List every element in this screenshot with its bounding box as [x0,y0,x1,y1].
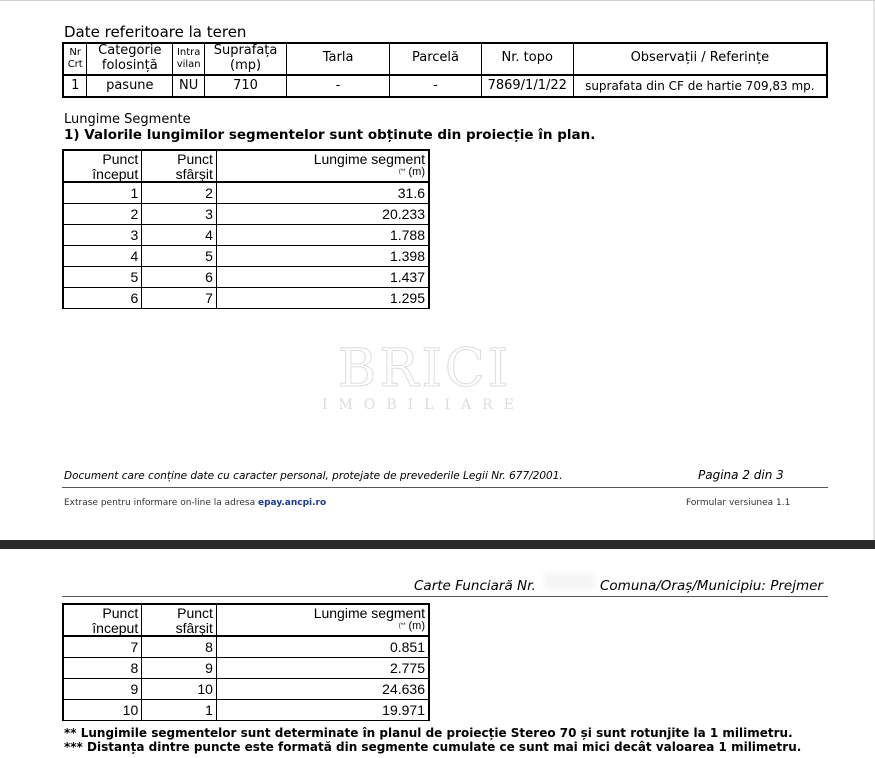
cell-nr: 1 [63,75,87,97]
segment-row [63,182,429,203]
segment-header-row [63,604,429,636]
lungime-segmente-note: 1) Valorile lungimilor segmentelor sunt obținute din proiecție în plan. [64,127,596,143]
cell-lungime: 1.398 [216,245,429,266]
cell-lungime: 20.233 [216,203,429,224]
cell-punct-sfarsit: 1 [142,699,217,720]
location-label: Comuna/Oraș/Municipiu: Prejmer [600,578,823,594]
teren-header-row [63,43,827,75]
footer-page-number: Pagina 2 din 3 [698,468,784,482]
epay-link[interactable]: epay.ancpi.ro [257,498,327,508]
lungime-segmente-title: Lungime Segmente [64,112,191,127]
cell-punct-inceput: 4 [63,245,142,266]
segment-table-2-body [63,636,429,720]
cell-punct-inceput: 9 [63,678,142,699]
cell-punct-sfarsit: 3 [142,203,217,224]
carte-funciara-label: Carte Funciară Nr. [414,578,536,594]
segment-row [63,224,429,245]
header-intravilan: Intra vilan [173,43,205,75]
cell-lungime: 1.788 [216,224,429,245]
header-lungime-segment: Lungime segment (** (m) [216,150,429,182]
cell-lungime: 2.775 [216,657,429,678]
cell-lungime: 31.6 [216,182,429,203]
footer-epay-text: Extrase pentru informare on-line la adresa [64,498,256,508]
header-lungime-segment: Lungime segment (** (m) [216,604,429,636]
segment-row [63,636,429,657]
header-tarla: Tarla [286,43,389,75]
carte-funciara-number-redacted [544,573,594,589]
segment-table-1 [62,149,430,309]
teren-table [62,42,828,98]
cell-suprafata: 710 [205,75,287,97]
cell-punct-inceput: 6 [63,287,142,308]
segment-row [63,287,429,308]
cell-lungime: 19.971 [216,699,429,720]
section-title-teren: Date referitoare la teren [64,23,247,41]
cell-punct-sfarsit: 2 [142,182,217,203]
cell-punct-inceput: 1 [63,182,142,203]
header-punct-inceput: Punct început [63,150,142,182]
cell-lungime: 0.851 [216,636,429,657]
cell-punct-sfarsit: 6 [142,266,217,287]
footer-form-version: Formular versiunea 1.1 [686,498,791,508]
header-suprafata: Suprafața (mp) [205,43,287,75]
segment-row [63,245,429,266]
header-nr-topo: Nr. topo [481,43,573,75]
cell-punct-sfarsit: 10 [142,678,217,699]
header-punct-sfarsit: Punct sfârșit [142,604,217,636]
cell-punct-inceput: 10 [63,699,142,720]
header-punct-inceput: Punct început [63,604,142,636]
cell-punct-sfarsit: 9 [142,657,217,678]
header-categorie: Categorie folosință [87,43,173,75]
cell-punct-inceput: 8 [63,657,142,678]
footnote-distanta: *** Distanța dintre puncte este formată din segmente cumulate ce sunt mai mici decât valoarea 1 milimetru. [64,740,802,754]
header-divider [62,596,828,597]
watermark-logo-text: BRICI [338,339,512,399]
segment-row [63,266,429,287]
header-nr-crt: Nr Crt [63,43,87,75]
segment-row [63,203,429,224]
cell-parcela: - [390,75,482,97]
footer-epay-info [64,498,326,508]
header-observatii: Observații / Referințe [573,43,827,75]
document-page-3 [0,549,875,758]
header-punct-sfarsit: Punct sfârșit [142,150,217,182]
segment-row [63,678,429,699]
cell-nr-topo: 7869/1/1/22 [481,75,573,97]
teren-row [63,75,827,97]
segment-table-1-body [63,182,429,308]
cell-lungime: 1.295 [216,287,429,308]
segment-table-2 [62,603,430,721]
cell-punct-inceput: 7 [63,636,142,657]
cell-punct-sfarsit: 5 [142,245,217,266]
cell-tarla: - [286,75,389,97]
cell-punct-inceput: 2 [63,203,142,224]
page-separator [0,540,875,549]
cell-punct-inceput: 3 [63,224,142,245]
footnote-lungimi: ** Lungimile segmentelor sunt determinate în planul de proiecție Stereo 70 și sunt rotunjite la 1 milimetru. [64,726,793,740]
cell-punct-sfarsit: 7 [142,287,217,308]
footer-divider [62,487,828,488]
segment-row [63,657,429,678]
cell-punct-sfarsit: 4 [142,224,217,245]
segment-row [63,699,429,720]
cell-lungime: 24.636 [216,678,429,699]
watermark-logo-subtext: IMOBILIARE [322,397,525,413]
cell-intravilan: NU [173,75,205,97]
cell-lungime: 1.437 [216,266,429,287]
cell-punct-sfarsit: 8 [142,636,217,657]
cell-observatii: suprafata din CF de hartie 709,83 mp. [573,75,827,97]
cell-punct-inceput: 5 [63,266,142,287]
segment-header-row [63,150,429,182]
cell-categorie: pasune [87,75,173,97]
footer-disclaimer: Document care conține date cu caracter personal, protejate de prevederile Legii Nr. 677/2001. [64,470,563,482]
header-parcela: Parcelă [390,43,482,75]
brici-imobiliare-watermark [322,339,562,419]
